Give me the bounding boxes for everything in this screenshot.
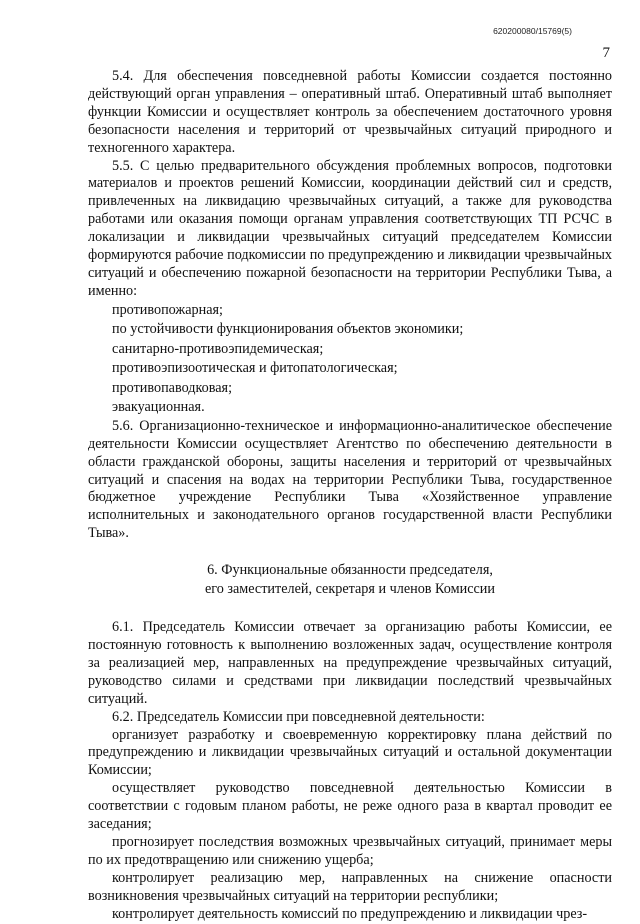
list-item: противоэпизоотическая и фитопатологическая; [112, 360, 398, 377]
paragraph-6-1: 6.1. Председатель Комиссии отвечает за организацию работы Комиссии, ее постоянную готовность к выполнению возложенных задач, осуществление контроля за реализацией мер, направленных на предупреждение чрезвычайных ситуаций, руководство силами и средствами при ликвидации последствий чрезвычайных ситуаций. [88, 619, 612, 707]
paragraph-5-5: 5.5. С целью предварительного обсуждения проблемных вопросов, подготовки материалов и проектов решений Комиссии, координации действий сил и средств, привлеченных на ликвидацию чрезвычайных ситуаций, а также для руководства работами или оказания помощи органам управления соответствующих ТП РСЧС в локализации и ликвидации чрезвычайных ситуаций председателем Комиссии формируются рабочие подкомиссии по предупреждению и ликвидации чрезвычайных ситуаций и обеспечению пожарной безопасности на территории Республики Тыва, а именно: [88, 157, 612, 299]
section-heading-line-2: его заместителей, секретаря и членов Комиссии [205, 581, 495, 598]
duty-item: контролирует деятельность комиссий по предупреждению и ликвидации чрез- [112, 905, 588, 922]
page-number: 7 [602, 45, 610, 61]
duty-item: организует разработку и своевременную корректировку плана действий по предупреждению и ликвидации чрезвычайных ситуаций и остальной документации Комиссии; [88, 726, 612, 779]
document-id: 620200080/15769(5) [493, 26, 572, 36]
list-item: эвакуационная. [112, 399, 205, 416]
subcommission-list [88, 301, 612, 418]
list-item: противопожарная; [112, 301, 223, 318]
list-item: противопаводковая; [112, 379, 233, 396]
section-heading-line-1: 6. Функциональные обязанности председателя, [207, 562, 493, 579]
paragraph-6-2: 6.2. Председатель Комиссии при повседневной деятельности: [112, 708, 485, 725]
section-heading [88, 561, 612, 599]
duty-item: осуществляет руководство повседневной деятельностью Комиссии в соответствии с годовым планом работы, не реже одного раза в квартал проводит ее заседания; [88, 780, 612, 833]
duty-item: прогнозирует последствия возможных чрезвычайных ситуаций, принимает меры по их предотвращению или снижению ущерба; [88, 834, 612, 868]
list-item: по устойчивости функционирования объектов экономики; [112, 321, 464, 338]
duty-item: контролирует реализацию мер, направленных на снижение опасности возникновения чрезвычайных ситуаций на территории республики; [88, 869, 612, 904]
paragraph-5-6: 5.6. Организационно-техническое и информационно-аналитическое обеспечение деятельности Комиссии осуществляет Агентство по обеспечению деятельности в области гражданской обороны, защиты населения и территорий от чрезвычайных ситуаций и спасения на водах на территории Республики Тыва, государственное бюджетное учреждение Республики Тыва «Хозяйственное управление исполнительных и законодательного органов государственной власти Республики Тыва». [88, 417, 612, 542]
paragraph-5-4: 5.4. Для обеспечения повседневной работы Комиссии создается постоянно действующий орган управления – оперативный штаб. Оперативный штаб выполняет функции Комиссии и осуществляет контроль за обеспечением достаточного уровня безопасности населения и территорий от чрезвычайных ситуаций природного и техногенного характера. [88, 68, 612, 156]
document-body [88, 68, 612, 924]
list-item: санитарно-противоэпидемическая; [112, 340, 324, 357]
